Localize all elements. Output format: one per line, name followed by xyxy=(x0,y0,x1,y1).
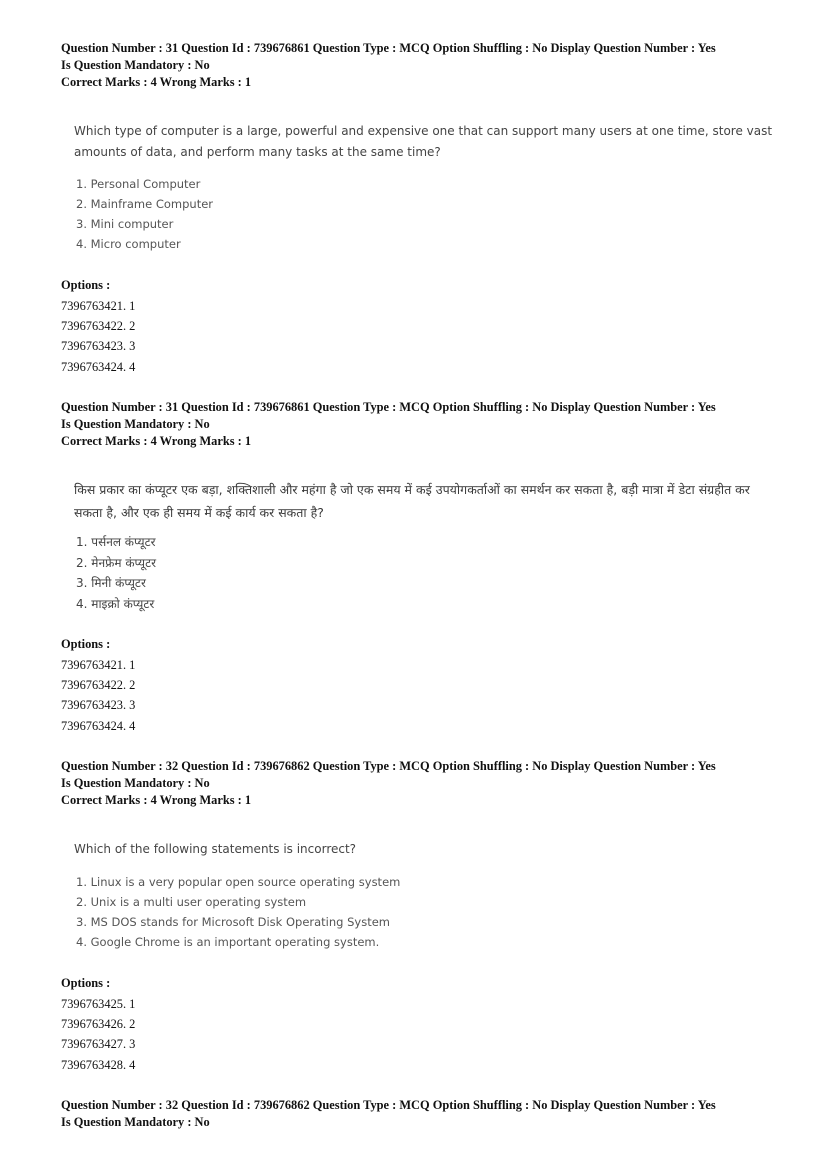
option-id: 7396763423. 3 xyxy=(61,339,136,354)
option-id: 7396763426. 2 xyxy=(61,1017,136,1032)
choice-item: 3. मिनी कंप्यूटर xyxy=(76,576,146,590)
option-id: 7396763421. 1 xyxy=(61,658,136,672)
option-id: 7396763422. 2 xyxy=(61,678,136,693)
option-id: 7396763428. 4 xyxy=(61,1057,136,1072)
question-text: Which type of computer is a large, powerful and expensive one that can support many users at one time, store vast amounts of data, and perform many tasks at the same time? xyxy=(74,124,773,159)
question-text: किस प्रकार का कंप्यूटर एक बड़ा, शक्तिशाली और महंगा है जो एक समय में कई उपयोगकर्ताओं का समर्थन कर सकता है, बड़ी मात्रा में डेटा संग्रहीत कर सकता है, और एक ही समय में कई कार्य कर सकता है? xyxy=(74,482,750,520)
choice-item: 1. Personal Computer xyxy=(76,177,201,191)
question-mandatory-line: Is Question Mandatory : No xyxy=(61,776,210,790)
choice-item: 2. Mainframe Computer xyxy=(76,197,214,211)
choice-item: 4. Micro computer xyxy=(76,237,181,251)
choice-item: 2. मेनफ्रेम कंप्यूटर xyxy=(76,555,157,570)
question-header xyxy=(61,40,781,91)
option-id: 7396763424. 4 xyxy=(61,359,136,374)
choice-list xyxy=(76,872,400,952)
choice-list xyxy=(76,174,213,254)
question-mandatory-line: Is Question Mandatory : No xyxy=(61,1115,210,1129)
choice-item: 3. MS DOS stands for Microsoft Disk Operating System xyxy=(76,915,390,929)
question-header xyxy=(61,758,781,809)
options-label: Options : xyxy=(61,278,111,292)
option-id: 7396763421. 1 xyxy=(61,299,136,313)
choice-item: 1. Linux is a very popular open source operating system xyxy=(76,875,401,889)
option-id: 7396763427. 3 xyxy=(61,1037,136,1052)
question-meta-line: Question Number : 31 Question Id : 739676861 Question Type : MCQ Option Shuffling : No Display Question Number : Yes xyxy=(61,41,716,55)
option-id: 7396763424. 4 xyxy=(61,718,136,733)
option-id: 7396763425. 1 xyxy=(61,997,136,1011)
question-marks-line: Correct Marks : 4 Wrong Marks : 1 xyxy=(61,793,252,807)
question-meta-line: Question Number : 31 Question Id : 739676861 Question Type : MCQ Option Shuffling : No Display Question Number : Yes xyxy=(61,400,716,414)
question-meta-line: Question Number : 32 Question Id : 739676862 Question Type : MCQ Option Shuffling : No Display Question Number : Yes xyxy=(61,759,716,773)
option-id-list xyxy=(61,994,135,1075)
choice-item: 1. पर्सनल कंप्यूटर xyxy=(76,535,156,549)
option-id-list xyxy=(61,655,135,736)
question-mandatory-line: Is Question Mandatory : No xyxy=(61,58,210,72)
choice-item: 3. Mini computer xyxy=(76,217,174,231)
question-header xyxy=(61,399,781,450)
option-id-list xyxy=(61,296,135,377)
question-marks-line: Correct Marks : 4 Wrong Marks : 1 xyxy=(61,434,252,448)
options-label: Options : xyxy=(61,637,111,651)
option-id: 7396763422. 2 xyxy=(61,319,136,334)
choice-item: 4. Google Chrome is an important operating system. xyxy=(76,935,380,949)
choice-list xyxy=(76,532,156,614)
choice-item: 2. Unix is a multi user operating system xyxy=(76,895,307,909)
question-header xyxy=(61,1097,781,1131)
options-label: Options : xyxy=(61,976,111,990)
question-text: Which of the following statements is incorrect? xyxy=(74,842,357,856)
choice-item: 4. माइक्रो कंप्यूटर xyxy=(76,596,155,611)
question-meta-line: Question Number : 32 Question Id : 739676862 Question Type : MCQ Option Shuffling : No Display Question Number : Yes xyxy=(61,1098,716,1112)
option-id: 7396763423. 3 xyxy=(61,698,136,713)
question-mandatory-line: Is Question Mandatory : No xyxy=(61,417,210,431)
question-marks-line: Correct Marks : 4 Wrong Marks : 1 xyxy=(61,75,252,89)
